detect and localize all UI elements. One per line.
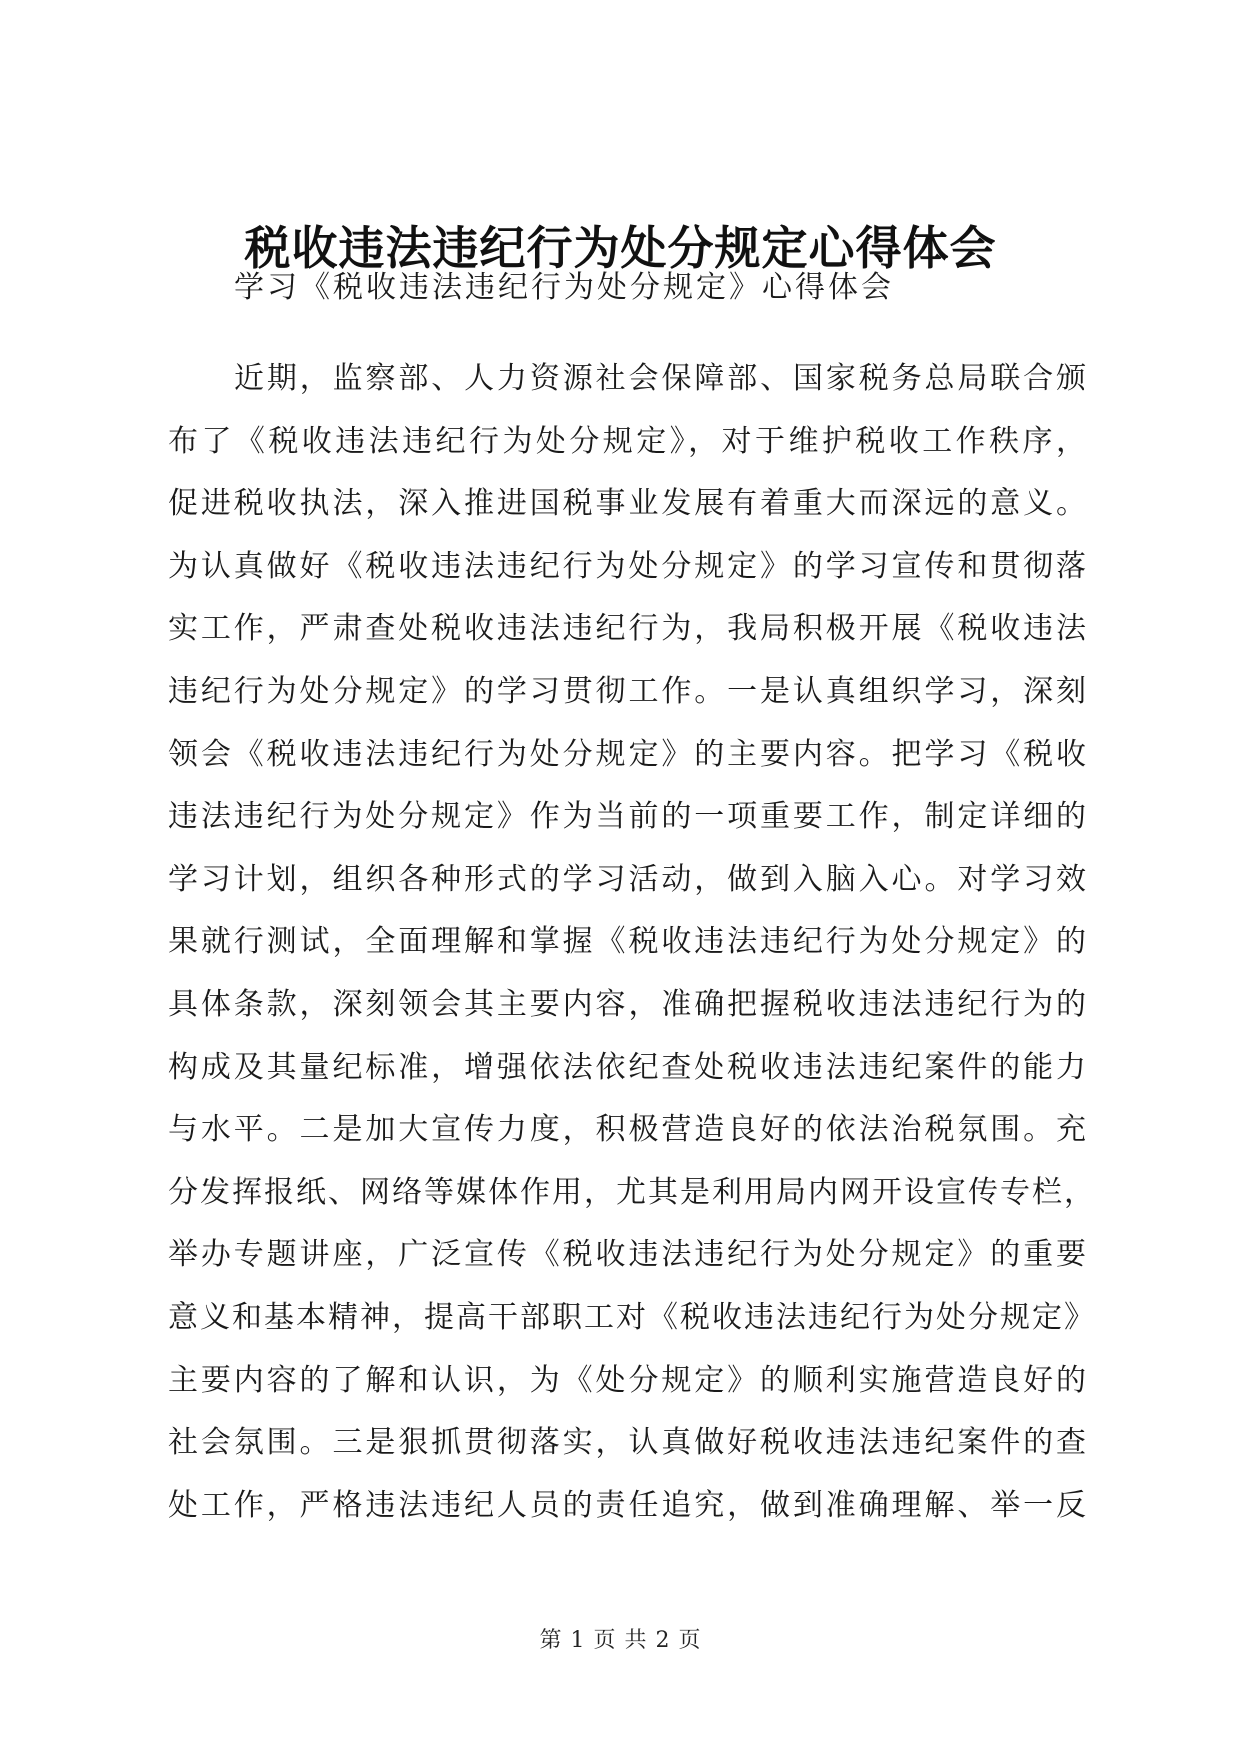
body-line: 具体条款，深刻领会其主要内容，准确把握税收违法违纪行为的 [168,986,1088,1022]
body-line: 实工作，严肃查处税收违法违纪行为，我局积极开展《税收违法 [168,611,1088,647]
body-line: 布了《税收违法违纪行为处分规定》，对于维护税收工作秩序， [168,423,1088,459]
body-text [168,357,1096,1546]
body-line: 近期，监察部、人力资源社会保障部、国家税务总局联合颁 [234,361,1088,396]
body-line: 处工作，严格违法违纪人员的责任追究，做到准确理解、举一反 [168,1487,1088,1523]
body-line: 与水平。二是加大宣传力度，积极营造良好的依法治税氛围。充 [168,1112,1088,1148]
page-title: 税收违法违纪行为处分规定心得体会 [244,221,997,275]
body-line: 促进税收执法，深入推进国税事业发展有着重大而深远的意义。 [168,486,1088,522]
body-line: 举办专题讲座，广泛宣传《税收违法违纪行为处分规定》的重要 [168,1237,1088,1273]
body-line: 构成及其量纪标准，增强依法依纪查处税收违法违纪案件的能力 [168,1049,1088,1085]
body-line: 为认真做好《税收违法违纪行为处分规定》的学习宣传和贯彻落 [168,548,1088,584]
body-line: 学习计划，组织各种形式的学习活动，做到入脑入心。对学习效 [168,861,1088,897]
page-number-footer: 第 1 页 共 2 页 [539,1628,702,1653]
body-line: 社会氛围。三是狠抓贯彻落实，认真做好税收违法违纪案件的查 [168,1425,1088,1461]
body-line: 意义和基本精神，提高干部职工对《税收违法违纪行为处分规定》 [168,1299,1096,1335]
document-subtitle: 学习《税收违法违纪行为处分规定》心得体会 [234,270,894,305]
body-line: 主要内容的了解和认识，为《处分规定》的顺利实施营造良好的 [168,1362,1088,1398]
body-line: 领会《税收违法违纪行为处分规定》的主要内容。把学习《税收 [168,736,1088,772]
body-line: 果就行测试，全面理解和掌握《税收违法违纪行为处分规定》的 [168,924,1088,960]
body-line: 违纪行为处分规定》的学习贯彻工作。一是认真组织学习，深刻 [168,673,1088,709]
body-line: 分发挥报纸、网络等媒体作用，尤其是利用局内网开设宣传专栏， [168,1174,1096,1210]
body-line: 违法违纪行为处分规定》作为当前的一项重要工作，制定详细的 [168,799,1088,835]
